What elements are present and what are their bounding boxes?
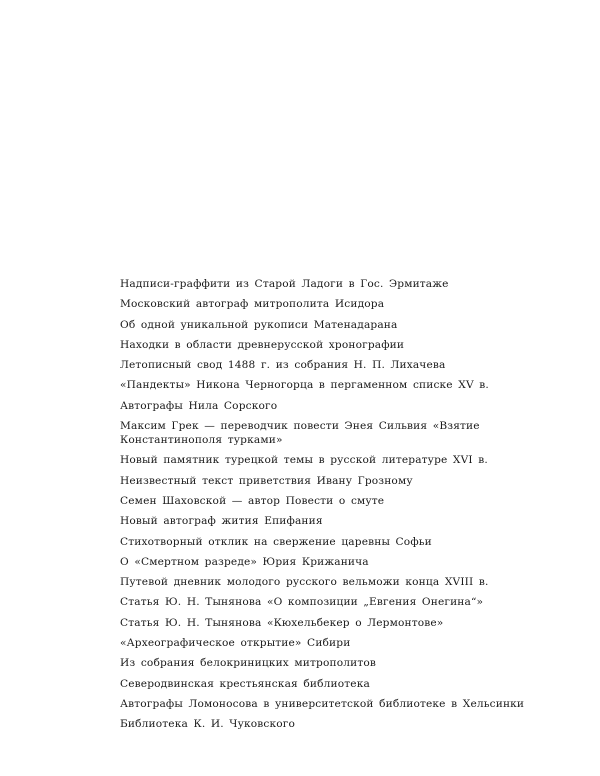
toc-entry: Семен Шаховской — автор Повести о смуте <box>120 494 385 507</box>
toc-entry: Стихотворный отклик на свержение царевны Софьи <box>120 535 432 548</box>
toc-entry: «Археографическое открытие» Сибири <box>120 637 351 650</box>
toc-entry: Из собрания белокриницких митрополитов <box>120 657 376 670</box>
toc-entry: Московский автограф митрополита Исидора <box>120 298 385 311</box>
toc-entry: Неизвестный текст приветствия Ивану Грозному <box>120 474 413 487</box>
table-of-contents <box>120 277 525 738</box>
toc-entry: Новый памятник турецкой темы в русской литературе XVI в. <box>120 454 488 467</box>
toc-entry: Статья Ю. Н. Тынянова «О композиции „Евгения Онегина“» <box>120 596 484 609</box>
toc-entry: Автографы Ломоносова в университетской библиотеке в Хельсинки <box>120 697 525 710</box>
toc-entry-line: Максим Грек — переводчик повести Энея Сильвия «Взятие <box>120 420 480 433</box>
toc-entry: Статья Ю. Н. Тынянова «Кюхельбекер о Лермонтове» <box>120 616 444 629</box>
toc-entry: О «Смертном разреде» Юрия Крижанича <box>120 555 369 568</box>
toc-entry: Путевой дневник молодого русского вельможи конца XVIII в. <box>120 576 489 589</box>
toc-entry: Находки в области древнерусской хронографии <box>120 338 405 351</box>
toc-entry: Летописный свод 1488 г. из собрания Н. П. Лихачева <box>120 359 446 372</box>
toc-entry <box>120 419 492 447</box>
toc-entry: Автографы Нила Сорского <box>120 399 278 412</box>
toc-entry: «Пандекты» Никона Черногорца в пергаменном списке XV в. <box>120 379 489 392</box>
toc-entry: Об одной уникальной рукописи Матенадарана <box>120 318 398 331</box>
toc-entry: Новый автограф жития Епифания <box>120 515 323 528</box>
toc-entry: Библиотека К. И. Чуковского <box>120 718 296 731</box>
toc-entry: Надписи-граффити из Старой Ладоги в Гос. Эрмитаже <box>120 278 449 290</box>
toc-entry-line: Константинополя турками» <box>120 434 283 447</box>
toc-entry: Северодвинская крестьянская библиотека <box>120 677 370 690</box>
